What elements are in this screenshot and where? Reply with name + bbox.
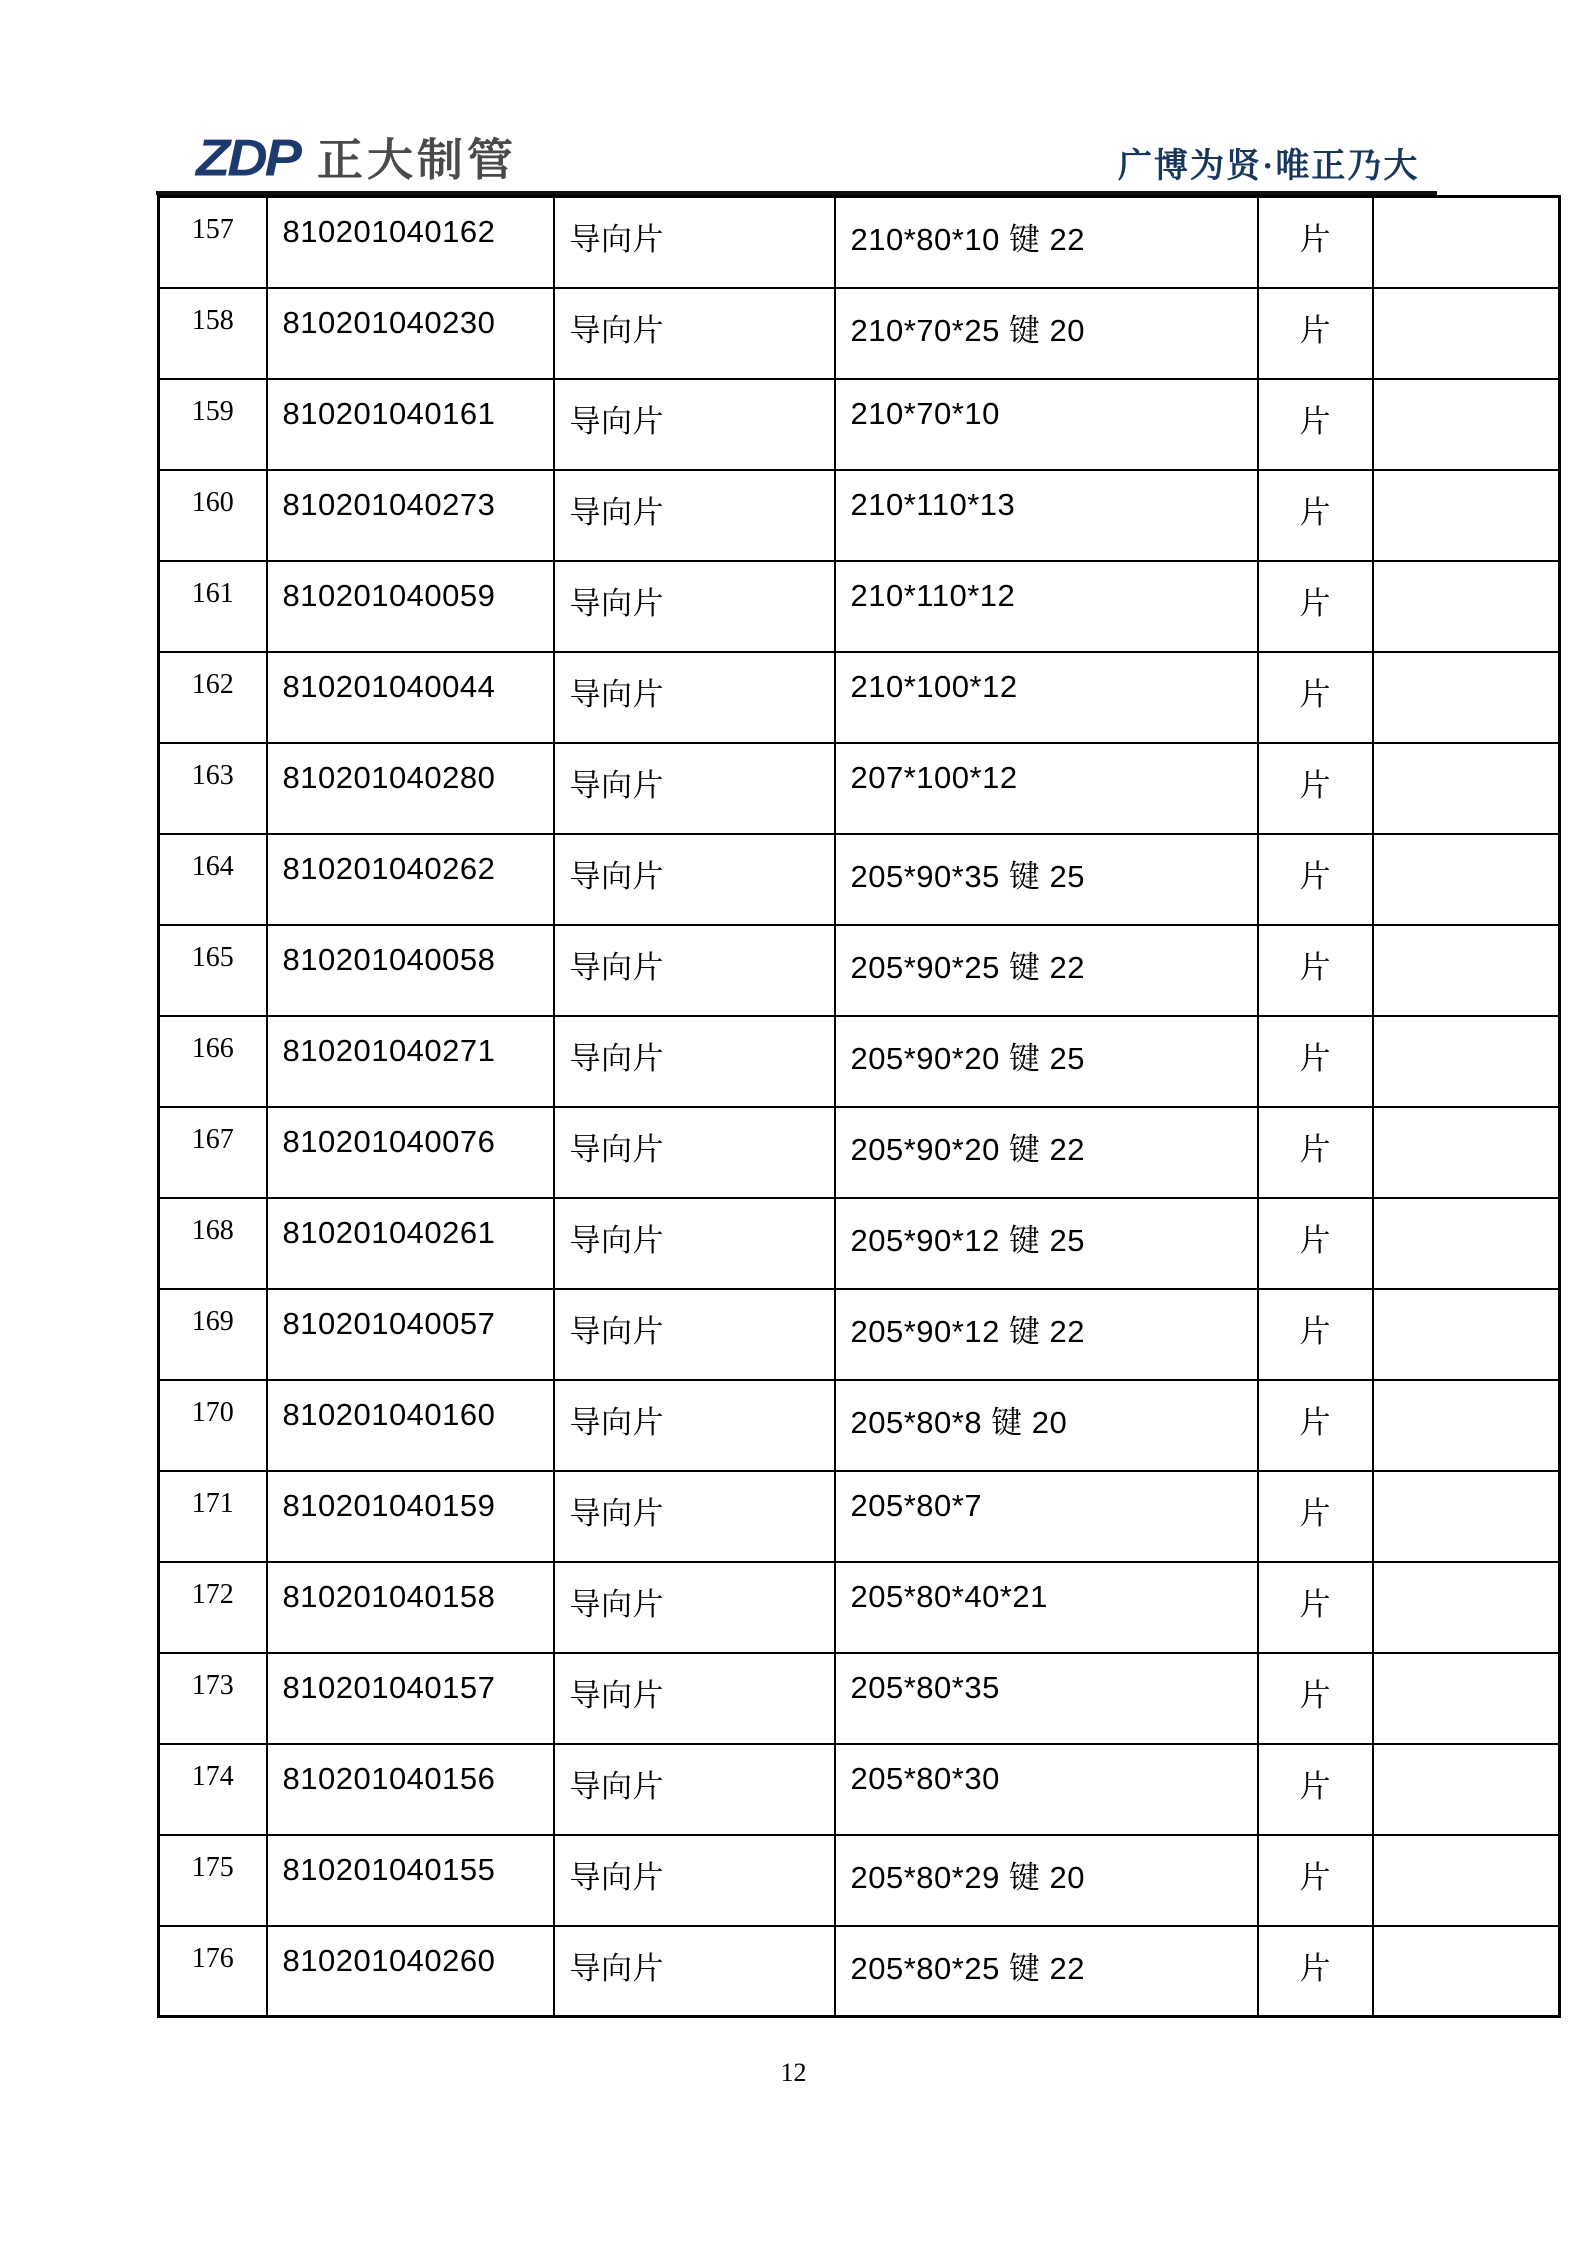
cell-remark [1373, 1926, 1560, 2017]
cell-material-name: 导向片 [554, 1926, 835, 2017]
cell-material-name: 导向片 [554, 1289, 835, 1380]
table-row [159, 1107, 1560, 1198]
table-row [159, 1744, 1560, 1835]
cell-material-name: 导向片 [554, 1744, 835, 1835]
cell-material-code: 810201040076 [267, 1107, 554, 1198]
table-row [159, 1016, 1560, 1107]
cell-material-name: 导向片 [554, 1198, 835, 1289]
table-row [159, 561, 1560, 652]
cell-material-code: 810201040158 [267, 1562, 554, 1653]
cell-material-code: 810201040161 [267, 379, 554, 470]
table-row [159, 834, 1560, 925]
cell-remark [1373, 561, 1560, 652]
cell-material-code: 810201040159 [267, 1471, 554, 1562]
cell-specification: 205*90*12 键 22 [835, 1289, 1258, 1380]
cell-remark [1373, 197, 1560, 288]
cell-unit: 片 [1258, 1653, 1373, 1744]
cell-specification: 210*70*10 [835, 379, 1258, 470]
zdp-logo-icon: ZDP [196, 128, 299, 186]
cell-row-number: 171 [159, 1471, 267, 1562]
cell-material-name: 导向片 [554, 379, 835, 470]
cell-row-number: 165 [159, 925, 267, 1016]
parts-table [157, 195, 1561, 2018]
cell-remark [1373, 1835, 1560, 1926]
cell-material-name: 导向片 [554, 1562, 835, 1653]
cell-remark [1373, 1744, 1560, 1835]
cell-specification: 205*80*35 [835, 1653, 1258, 1744]
table-row [159, 1562, 1560, 1653]
cell-material-code: 810201040155 [267, 1835, 554, 1926]
cell-specification: 205*80*40*21 [835, 1562, 1258, 1653]
cell-unit: 片 [1258, 743, 1373, 834]
cell-row-number: 158 [159, 288, 267, 379]
cell-material-name: 导向片 [554, 1016, 835, 1107]
table-row [159, 925, 1560, 1016]
cell-unit: 片 [1258, 379, 1373, 470]
cell-remark [1373, 1471, 1560, 1562]
cell-material-code: 810201040044 [267, 652, 554, 743]
table-row [159, 1289, 1560, 1380]
cell-row-number: 170 [159, 1380, 267, 1471]
cell-row-number: 164 [159, 834, 267, 925]
cell-unit: 片 [1258, 1380, 1373, 1471]
cell-material-name: 导向片 [554, 197, 835, 288]
cell-specification: 205*80*7 [835, 1471, 1258, 1562]
cell-material-name: 导向片 [554, 470, 835, 561]
table-row [159, 288, 1560, 379]
cell-row-number: 157 [159, 197, 267, 288]
cell-row-number: 162 [159, 652, 267, 743]
cell-specification: 205*80*25 键 22 [835, 1926, 1258, 2017]
cell-material-code: 810201040162 [267, 197, 554, 288]
cell-unit: 片 [1258, 1289, 1373, 1380]
cell-row-number: 163 [159, 743, 267, 834]
cell-unit: 片 [1258, 1198, 1373, 1289]
cell-material-name: 导向片 [554, 925, 835, 1016]
cell-row-number: 159 [159, 379, 267, 470]
cell-row-number: 161 [159, 561, 267, 652]
cell-material-code: 810201040058 [267, 925, 554, 1016]
cell-unit: 片 [1258, 1562, 1373, 1653]
cell-remark [1373, 1198, 1560, 1289]
cell-material-name: 导向片 [554, 652, 835, 743]
cell-row-number: 176 [159, 1926, 267, 2017]
cell-material-code: 810201040262 [267, 834, 554, 925]
cell-remark [1373, 1289, 1560, 1380]
cell-specification: 205*90*20 键 25 [835, 1016, 1258, 1107]
cell-material-code: 810201040260 [267, 1926, 554, 2017]
table-row [159, 652, 1560, 743]
cell-remark [1373, 925, 1560, 1016]
cell-remark [1373, 743, 1560, 834]
cell-specification: 205*80*8 键 20 [835, 1380, 1258, 1471]
parts-table-body [159, 197, 1560, 2017]
logo-company-name: 正大制管 [317, 134, 517, 185]
cell-material-code: 810201040230 [267, 288, 554, 379]
cell-material-name: 导向片 [554, 743, 835, 834]
cell-material-name: 导向片 [554, 834, 835, 925]
company-slogan: 广博为贤·唯正乃大 [1118, 148, 1420, 185]
cell-row-number: 168 [159, 1198, 267, 1289]
cell-specification: 205*90*35 键 25 [835, 834, 1258, 925]
cell-unit: 片 [1258, 925, 1373, 1016]
table-row [159, 197, 1560, 288]
cell-material-name: 导向片 [554, 1471, 835, 1562]
cell-row-number: 166 [159, 1016, 267, 1107]
cell-material-code: 810201040057 [267, 1289, 554, 1380]
cell-material-code: 810201040261 [267, 1198, 554, 1289]
table-row [159, 1926, 1560, 2017]
cell-specification: 205*90*25 键 22 [835, 925, 1258, 1016]
table-row [159, 470, 1560, 561]
cell-unit: 片 [1258, 470, 1373, 561]
page-number: 12 [780, 2058, 807, 2087]
cell-specification: 207*100*12 [835, 743, 1258, 834]
table-row [159, 1653, 1560, 1744]
cell-row-number: 167 [159, 1107, 267, 1198]
cell-unit: 片 [1258, 1926, 1373, 2017]
cell-material-code: 810201040156 [267, 1744, 554, 1835]
cell-row-number: 172 [159, 1562, 267, 1653]
cell-material-code: 810201040273 [267, 470, 554, 561]
table-row [159, 1471, 1560, 1562]
cell-material-code: 810201040280 [267, 743, 554, 834]
table-row [159, 1835, 1560, 1926]
cell-material-code: 810201040059 [267, 561, 554, 652]
cell-remark [1373, 1016, 1560, 1107]
table-row [159, 1198, 1560, 1289]
cell-row-number: 169 [159, 1289, 267, 1380]
cell-specification: 210*110*12 [835, 561, 1258, 652]
cell-specification: 210*70*25 键 20 [835, 288, 1258, 379]
cell-remark [1373, 1562, 1560, 1653]
cell-material-name: 导向片 [554, 1107, 835, 1198]
cell-unit: 片 [1258, 1107, 1373, 1198]
cell-unit: 片 [1258, 288, 1373, 379]
cell-specification: 205*90*12 键 25 [835, 1198, 1258, 1289]
cell-remark [1373, 1380, 1560, 1471]
cell-unit: 片 [1258, 652, 1373, 743]
cell-remark [1373, 379, 1560, 470]
cell-material-name: 导向片 [554, 1653, 835, 1744]
cell-remark [1373, 652, 1560, 743]
cell-material-name: 导向片 [554, 1380, 835, 1471]
cell-remark [1373, 1107, 1560, 1198]
cell-unit: 片 [1258, 561, 1373, 652]
cell-row-number: 175 [159, 1835, 267, 1926]
cell-row-number: 160 [159, 470, 267, 561]
cell-remark [1373, 470, 1560, 561]
cell-unit: 片 [1258, 1835, 1373, 1926]
cell-remark [1373, 834, 1560, 925]
cell-specification: 210*100*12 [835, 652, 1258, 743]
table-row [159, 379, 1560, 470]
cell-specification: 210*80*10 键 22 [835, 197, 1258, 288]
cell-specification: 205*80*29 键 20 [835, 1835, 1258, 1926]
cell-unit: 片 [1258, 1471, 1373, 1562]
table-row [159, 1380, 1560, 1471]
cell-unit: 片 [1258, 1016, 1373, 1107]
cell-specification: 205*90*20 键 22 [835, 1107, 1258, 1198]
cell-remark [1373, 288, 1560, 379]
cell-material-code: 810201040160 [267, 1380, 554, 1471]
cell-unit: 片 [1258, 197, 1373, 288]
cell-material-name: 导向片 [554, 561, 835, 652]
table-row [159, 743, 1560, 834]
cell-specification: 210*110*13 [835, 470, 1258, 561]
cell-material-name: 导向片 [554, 1835, 835, 1926]
cell-row-number: 173 [159, 1653, 267, 1744]
cell-unit: 片 [1258, 1744, 1373, 1835]
cell-material-name: 导向片 [554, 288, 835, 379]
cell-remark [1373, 1653, 1560, 1744]
cell-material-code: 810201040157 [267, 1653, 554, 1744]
cell-row-number: 174 [159, 1744, 267, 1835]
cell-specification: 205*80*30 [835, 1744, 1258, 1835]
company-logo [196, 130, 517, 184]
cell-material-code: 810201040271 [267, 1016, 554, 1107]
cell-unit: 片 [1258, 834, 1373, 925]
